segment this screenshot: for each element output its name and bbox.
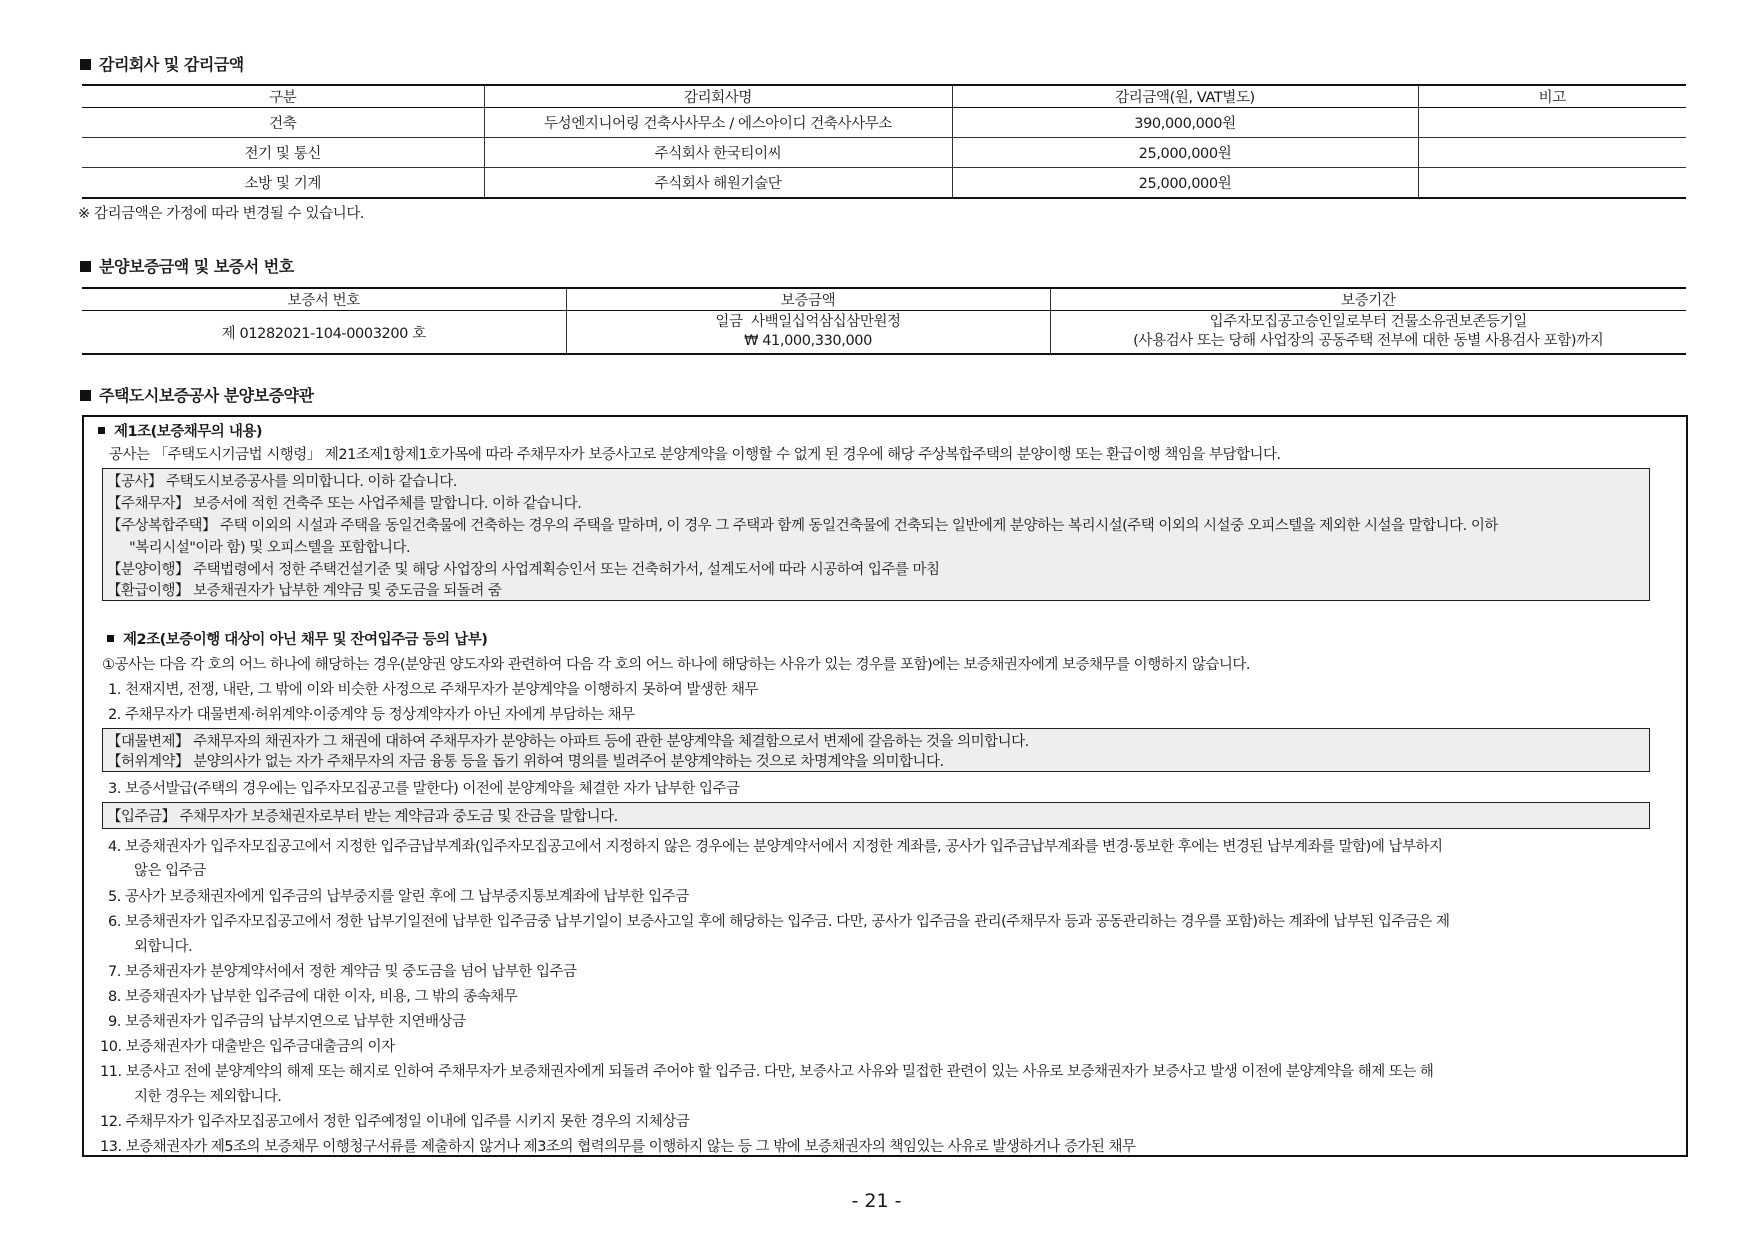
definitions-box-2 bbox=[102, 728, 1650, 772]
cell-category: 소방 및 기계 bbox=[82, 168, 484, 199]
definition-line: 【허위계약】 분양의사가 없는 자가 주채무자의 자금 융통 등을 돕기 위하여 명의를 빌려주어 분양계약하는 것으로 차명계약을 의미합니다. bbox=[107, 754, 944, 770]
article-2-title: 제2조(보증이행 대상이 아닌 채무 및 잔여입주금 등의 납부) bbox=[107, 628, 487, 649]
list-item: 6. 보증채권자가 입주자모집공고에서 정한 납부기일전에 납부한 입주금중 납부기일이 보증사고일 후에 해당하는 입주금. 다만, 공사가 입주금을 관리(주채무자 등과 공동관리하는 경우를 포함)하는 계좌에 납부된 입주금은 제 bbox=[108, 914, 1450, 930]
table-row bbox=[82, 108, 1686, 138]
list-item: 5. 공사가 보증채권자에게 입주금의 납부중지를 알린 후에 그 납부중지통보계좌에 납부한 입주금 bbox=[108, 889, 689, 905]
cell-company: 두성엔지니어링 건축사사무소 / 에스아이디 건축사사무소 bbox=[484, 108, 952, 138]
list-item: 9. 보증채권자가 입주금의 납부지연으로 납부한 지연배상금 bbox=[108, 1014, 466, 1030]
list-item-continued: 외합니다. bbox=[134, 939, 193, 955]
article-1-body: 공사는 「주택도시기금법 시행령」 제21조제1항제1호가목에 따라 주채무자가 보증사고로 분양계약을 이행할 수 없게 된 경우에 해당 주상복합주택의 분양이행 또는 환급이행 책임을 부담합니다. bbox=[109, 447, 1281, 463]
definition-line: 【환급이행】 보증채권자가 납부한 계약금 및 중도금을 되돌려 줌 bbox=[107, 583, 502, 599]
section-title-supervision: 감리회사 및 감리금액 bbox=[80, 52, 244, 75]
cell-amount: 390,000,000원 bbox=[952, 108, 1418, 138]
table-header-row bbox=[82, 288, 1686, 311]
list-item: 7. 보증채권자가 분양계약서에서 정한 계약금 및 중도금을 넘어 납부한 입주금 bbox=[108, 964, 577, 980]
definitions-box-1 bbox=[102, 468, 1650, 601]
header-category: 구분 bbox=[82, 85, 484, 108]
list-item: 13. 보증채권자가 제5조의 보증채무 이행청구서류를 제출하지 않거나 제3조의 협력의무를 이행하지 않는 등 그 밖에 보증채권자의 책임있는 사유로 발생하거나 증가된 채무 bbox=[100, 1139, 1136, 1155]
definition-line: 【공사】 주택도시보증공사를 의미합니다. 이하 같습니다. bbox=[107, 474, 457, 490]
list-item: 12. 주채무자가 입주자모집공고에서 정한 입주예정일 이내에 입주를 시키지 못한 경우의 지체상금 bbox=[100, 1114, 690, 1130]
supervision-note: ※ 감리금액은 가정에 따라 변경될 수 있습니다. bbox=[78, 206, 365, 222]
cell-amount: 25,000,000원 bbox=[952, 168, 1418, 199]
section-title-guarantee: 분양보증금액 및 보증서 번호 bbox=[80, 254, 294, 277]
cell-certificate-number: 제 01282021-104-0003200 호 bbox=[82, 311, 566, 355]
page-number: - 21 - bbox=[851, 1190, 902, 1212]
terms-box bbox=[82, 415, 1688, 1157]
cell-remarks bbox=[1418, 138, 1686, 168]
list-item: 10. 보증채권자가 대출받은 입주금대출금의 이자 bbox=[100, 1039, 395, 1055]
header-guarantee-amount: 보증금액 bbox=[566, 288, 1050, 311]
period-line-1: 입주자모집공고승인일로부터 건물소유권보존등기일 bbox=[1209, 314, 1527, 330]
table-header-row bbox=[82, 85, 1686, 108]
small-square-bullet-icon bbox=[107, 635, 114, 642]
amount-numeric: ₩ 41,000,330,000 bbox=[744, 333, 872, 349]
list-item-continued: 지한 경우는 제외합니다. bbox=[134, 1089, 282, 1105]
cell-company: 주식회사 한국티이씨 bbox=[484, 138, 952, 168]
table-row bbox=[82, 138, 1686, 168]
cell-guarantee-amount bbox=[566, 311, 1050, 355]
definition-line: "복리시설"이라 함) 및 오피스텔을 포함합니다. bbox=[129, 540, 411, 556]
cell-category: 건축 bbox=[82, 108, 484, 138]
amount-korean: 일금 사백일십억삼십삼만원정 bbox=[715, 314, 901, 330]
square-bullet-icon bbox=[80, 261, 91, 272]
definition-line: 【주상복합주택】 주택 이외의 시설과 주택을 동일건축물에 건축하는 경우의 주택을 말하며, 이 경우 그 주택과 함께 동일건축물에 건축되는 일반에게 분양하는 복리시설(주택 이외의 시설중 오피스텔을 제외한 시설을 말합니다. 이하 bbox=[107, 518, 1498, 534]
cell-guarantee-period bbox=[1050, 311, 1686, 355]
small-square-bullet-icon bbox=[98, 427, 105, 434]
header-amount: 감리금액(원, VAT별도) bbox=[952, 85, 1418, 108]
article-2-intro: ①공사는 다음 각 호의 어느 하나에 해당하는 경우(분양권 양도자와 관련하여 다음 각 호의 어느 하나에 해당하는 사유가 있는 경우를 포함)에는 보증채권자에게 보증채무를 이행하지 않습니다. bbox=[102, 657, 1250, 673]
list-item: 3. 보증서발급(주택의 경우에는 입주자모집공고를 말한다) 이전에 분양계약을 체결한 자가 납부한 입주금 bbox=[108, 781, 740, 797]
header-remarks: 비고 bbox=[1418, 85, 1686, 108]
list-item: 1. 천재지변, 전쟁, 내란, 그 밖에 이와 비슷한 사정으로 주채무자가 분양계약을 이행하지 못하여 발생한 채무 bbox=[108, 682, 758, 698]
header-guarantee-period: 보증기간 bbox=[1050, 288, 1686, 311]
table-row bbox=[82, 311, 1686, 355]
list-item-continued: 않은 입주금 bbox=[134, 863, 206, 879]
definition-line: 【분양이행】 주택법령에서 정한 주택건설기준 및 해당 사업장의 사업계획승인서 또는 건축허가서, 설계도서에 따라 시공하여 입주를 마침 bbox=[107, 562, 940, 578]
header-certificate-number: 보증서 번호 bbox=[82, 288, 566, 311]
cell-company: 주식회사 해원기술단 bbox=[484, 168, 952, 199]
section-title-terms: 주택도시보증공사 분양보증약관 bbox=[80, 383, 313, 406]
definition-line: 【대물변제】 주채무자의 채권자가 그 채권에 대하여 주채무자가 분양하는 아파트 등에 관한 분양계약을 체결함으로서 변제에 갈음하는 것을 의미합니다. bbox=[107, 734, 1029, 750]
definition-line: 【입주금】 주채무자가 보증채권자로부터 받는 계약금과 중도금 및 잔금을 말합니다. bbox=[107, 809, 618, 825]
cell-remarks bbox=[1418, 168, 1686, 199]
square-bullet-icon bbox=[80, 390, 91, 401]
definitions-box-3 bbox=[102, 802, 1650, 829]
square-bullet-icon bbox=[80, 59, 91, 70]
list-item: 4. 보증채권자가 입주자모집공고에서 지정한 입주금납부계좌(입주자모집공고에서 지정하지 않은 경우에는 분양계약서에서 지정한 계좌를, 공사가 입주금납부계좌를 변경·통보한 후에는 변경된 납부계좌를 말함)에 납부하지 bbox=[108, 839, 1443, 855]
definition-line: 【주채무자】 보증서에 적힌 건축주 또는 사업주체를 말합니다. 이하 같습니다. bbox=[107, 496, 582, 512]
list-item: 11. 보증사고 전에 분양계약의 해제 또는 해지로 인하여 주채무자가 보증채권자에게 되돌려 주어야 할 입주금. 다만, 보증사고 사유와 밀접한 관련이 있는 사유로 보증채권자가 보증사고 발생 이전에 분양계약을 해제 또는 해 bbox=[100, 1064, 1434, 1080]
period-line-2: (사용검사 또는 당해 사업장의 공동주택 전부에 대한 동별 사용검사 포함)까지 bbox=[1133, 333, 1604, 349]
cell-remarks bbox=[1418, 108, 1686, 138]
cell-category: 전기 및 통신 bbox=[82, 138, 484, 168]
table-row bbox=[82, 168, 1686, 199]
article-1-title: 제1조(보증채무의 내용) bbox=[98, 420, 262, 441]
guarantee-table bbox=[82, 287, 1686, 355]
supervision-table bbox=[82, 84, 1686, 199]
list-item: 8. 보증채권자가 납부한 입주금에 대한 이자, 비용, 그 밖의 종속채무 bbox=[108, 989, 518, 1005]
cell-amount: 25,000,000원 bbox=[952, 138, 1418, 168]
list-item: 2. 주채무자가 대물변제·허위계약·이중계약 등 정상계약자가 아닌 자에게 부담하는 채무 bbox=[108, 707, 635, 723]
header-company: 감리회사명 bbox=[484, 85, 952, 108]
